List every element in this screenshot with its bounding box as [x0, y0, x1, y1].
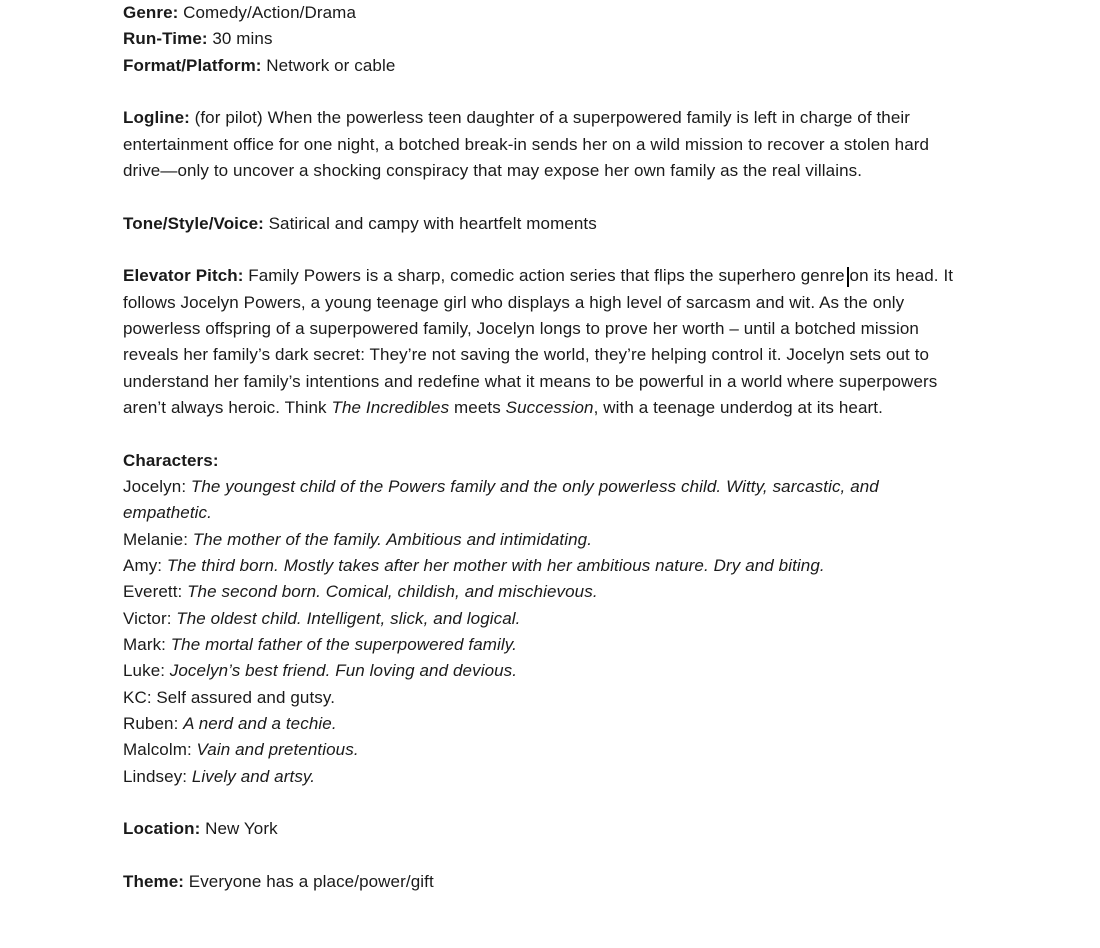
character-line [123, 764, 971, 790]
character-description: The second born. Comical, childish, and mischievous. [187, 582, 598, 602]
character-line [123, 527, 971, 553]
pitch-segment: on its head. It follows Jocelyn Powers, a young teenage girl who displays a high level of sarcasm and wit. As the only powerless offspring of a superpowered family, Jocelyn longs to prove her worth – until a botched mission reveals her family’s dark secret: They’re not saving the world, they’re helping control it. Jocelyn sets out to understand her family’s intentions and redefine what it means to be powerful in a world where superpowers aren’t always heroic. Think [123, 266, 954, 417]
field-runtime-label: Run-Time: [123, 29, 208, 49]
character-description: Self assured and gutsy. [156, 687, 336, 707]
blank-line [123, 237, 971, 263]
blank-line [123, 79, 971, 105]
character-line [123, 711, 971, 737]
field-genre-value: Comedy/Action/Drama [183, 3, 356, 22]
character-name: Malcolm: [123, 740, 192, 760]
field-elevator-pitch [123, 263, 971, 421]
character-description: The youngest child of the Powers family and the only powerless child. Witty, sarcastic, and empathetic. [123, 476, 879, 523]
character-name: Mark: [123, 634, 166, 654]
field-location-value: New York [205, 819, 278, 839]
character-description: The mother of the family. Ambitious and intimidating. [192, 529, 593, 549]
character-name: Luke: [123, 661, 166, 681]
blank-line [123, 421, 971, 447]
field-format [123, 53, 971, 79]
character-description: Vain and pretentious. [196, 740, 359, 760]
field-runtime-value: 30 mins [212, 29, 273, 49]
character-description: The mortal father of the superpowered family. [170, 634, 517, 654]
field-location-label: Location: [123, 819, 201, 839]
field-logline-value: (for pilot) When the powerless teen daughter of a superpowered family is left in charge of their entertainment office for one night, a botched break-in sends her on a wild mission to recover a stolen hard drive—only to uncover a shocking conspiracy that may expose her own family as the real villains. [123, 108, 930, 180]
character-line [123, 737, 971, 763]
blank-line [123, 843, 971, 869]
pitch-segment: , with a teenage underdog at its heart. [593, 397, 883, 417]
character-name: Jocelyn: [123, 476, 187, 496]
character-line [123, 606, 971, 632]
character-line [123, 474, 971, 527]
character-description: The third born. Mostly takes after her mother with her ambitious nature. Dry and biting. [166, 555, 825, 575]
characters-list [123, 474, 971, 790]
blank-line [123, 790, 971, 816]
character-name: Amy: [123, 555, 163, 575]
character-description: Lively and artsy. [191, 766, 316, 786]
pitch-segment: meets [449, 397, 506, 417]
field-theme [123, 869, 971, 895]
field-tone-value: Satirical and campy with heartfelt moments [268, 213, 597, 233]
field-genre [123, 0, 971, 26]
character-name: Ruben: [123, 713, 179, 733]
field-tone-label: Tone/Style/Voice: [123, 213, 264, 233]
field-tone [123, 211, 971, 237]
character-name: Everett: [123, 582, 183, 602]
character-description: A nerd and a techie. [183, 713, 337, 733]
field-elevator-pitch-label: Elevator Pitch: [123, 266, 244, 286]
characters-heading [123, 448, 971, 474]
field-format-label: Format/Platform: [123, 55, 262, 75]
character-name: Lindsey: [123, 766, 188, 786]
pitch-segment: The Incredibles [331, 397, 450, 417]
field-runtime [123, 26, 971, 52]
character-line [123, 658, 971, 684]
character-line [123, 632, 971, 658]
character-name: KC: [123, 687, 152, 707]
character-name: Melanie: [123, 529, 189, 549]
character-description: Jocelyn’s best friend. Fun loving and devious. [169, 661, 518, 681]
characters-heading-label: Characters: [123, 450, 219, 470]
character-line [123, 685, 971, 711]
character-name: Victor: [123, 608, 172, 628]
field-logline [123, 105, 971, 184]
field-theme-label: Theme: [123, 871, 185, 891]
document-page[interactable] [123, 0, 971, 895]
character-description: The oldest child. Intelligent, slick, and logical. [176, 608, 521, 628]
pitch-segment: Succession [505, 397, 594, 417]
field-genre-label: Genre: [123, 3, 179, 22]
field-location [123, 816, 971, 842]
pitch-segment: Family Powers is a sharp, comedic action series that flips the superhero genre [248, 266, 845, 286]
field-theme-value: Everyone has a place/power/gift [188, 871, 434, 891]
field-logline-label: Logline: [123, 108, 190, 128]
elevator-pitch-text [123, 266, 953, 417]
field-format-value: Network or cable [266, 55, 396, 75]
blank-line [123, 184, 971, 210]
character-line [123, 553, 971, 579]
character-line [123, 579, 971, 605]
